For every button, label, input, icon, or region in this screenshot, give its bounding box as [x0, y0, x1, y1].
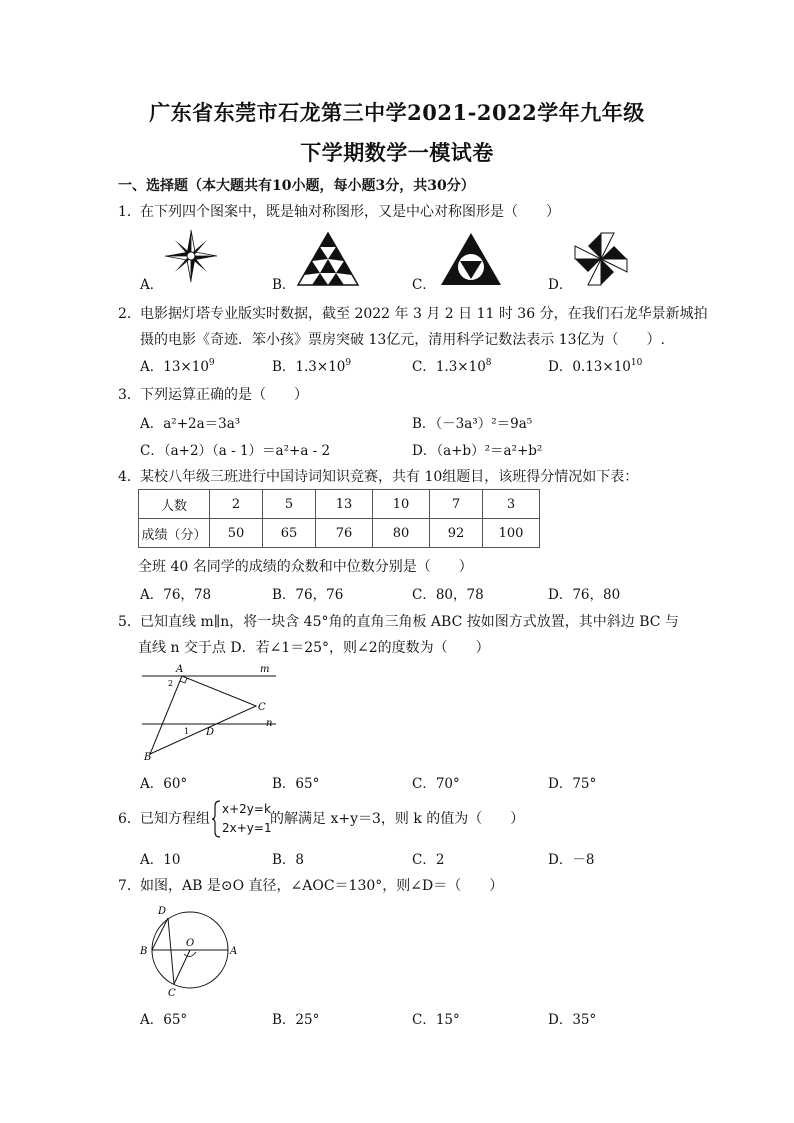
question-text-continued: 全班 40 名同学的成绩的众数和中位数分别是（ ） — [138, 559, 473, 575]
option-d[interactable]: D．75° — [548, 776, 597, 792]
question-text: 已知直线 m∥n，将一块含 45°角的直角三角板 ABC 按如图方式放置，其中斜边 BC 与 — [140, 614, 679, 630]
question-text: 某校八年级三班进行中国诗词知识竞赛，共有 10组题目，该班得分情况如下表： — [140, 469, 639, 485]
table-cell: 13 — [316, 490, 373, 519]
option-d[interactable]: D．（a+b）²＝a²+b² — [412, 443, 543, 459]
option-a[interactable]: A． — [140, 277, 164, 293]
option-exponent: 10 — [630, 358, 643, 368]
option-a[interactable]: A．65° — [140, 1012, 188, 1028]
question-number: 5． — [118, 614, 141, 630]
question-text: 如图，AB 是⊙O 直径，∠AOC＝130°，则∠D＝（ ） — [140, 878, 504, 894]
option-exponent: 9 — [345, 358, 352, 368]
question-4 — [118, 466, 638, 486]
question-text-continued: 直线 n 交于点 D．若∠1＝25°，则∠2的度数为（ ） — [138, 640, 490, 656]
option-b[interactable]: B．65° — [272, 776, 320, 792]
option-d[interactable] — [548, 355, 642, 375]
label-m: m — [260, 664, 270, 675]
circle-figure — [136, 902, 240, 998]
option-a[interactable]: A．a²+2a＝3a³ — [140, 416, 241, 432]
option-b[interactable]: B．8 — [272, 852, 305, 868]
table-cell: 2 — [210, 490, 263, 519]
option-c[interactable]: C．（a+2）（a - 1）＝a²+a - 2 — [140, 443, 331, 459]
table-cell: 92 — [430, 519, 483, 548]
option-d[interactable]: D．76，80 — [548, 587, 621, 603]
question-5 — [118, 611, 679, 631]
exam-title-line1: 广东省东莞市石龙第三中学2021-2022学年九年级 — [149, 100, 645, 125]
table-row — [139, 490, 540, 519]
option-d[interactable]: D． — [548, 277, 573, 293]
triangle-circle-icon — [439, 231, 503, 287]
question-number: 4． — [118, 469, 141, 485]
pinwheel-icon — [572, 230, 630, 288]
table-cell: 80 — [373, 519, 430, 548]
label-n: n — [266, 718, 273, 729]
question-number: 2． — [118, 306, 141, 322]
section-heading: 一、选择题（本大题共有10小题，每小题3分，共30分） — [118, 178, 475, 194]
question-number: 6． — [118, 811, 141, 827]
label-o: O — [186, 938, 195, 949]
question-text: 下列运算正确的是（ ） — [140, 387, 308, 403]
question-7 — [118, 875, 503, 895]
question-text-continued: 摄的电影《奇迹．笨小孩》票房突破 13亿元，清用科学记数法表示 13亿为（ ）. — [140, 332, 665, 348]
option-b[interactable] — [272, 355, 351, 375]
brace-icon — [211, 800, 221, 838]
equation-2: 2x+y=1 — [222, 821, 272, 835]
option-a[interactable]: A．76，78 — [140, 587, 212, 603]
table-cell: 成绩（分） — [139, 519, 210, 548]
option-b[interactable]: B． — [272, 277, 296, 293]
option-a[interactable] — [140, 355, 215, 375]
option-c[interactable]: C．70° — [412, 776, 460, 792]
option-exponent: 9 — [208, 358, 215, 368]
option-c[interactable] — [412, 355, 492, 375]
option-exponent: 8 — [485, 358, 492, 368]
question-text: 已知方程组 — [140, 811, 210, 827]
option-a[interactable]: A．10 — [140, 852, 181, 868]
angle-1-label: 1 — [184, 727, 190, 736]
question-number: 7． — [118, 878, 141, 894]
question-text: 电影据灯塔专业版实时数据，截至 2022 年 3 月 2 日 11 时 36 分，在我们石龙华景新城拍 — [140, 306, 708, 322]
option-b[interactable]: B．（－3a³）²＝9a⁵ — [412, 416, 533, 432]
table-cell: 76 — [316, 519, 373, 548]
option-d[interactable]: D．－8 — [548, 852, 595, 868]
table-row — [139, 519, 540, 548]
table-cell: 10 — [373, 490, 430, 519]
question-number: 1． — [118, 204, 141, 220]
label-b: B — [144, 752, 152, 762]
table-cell: 3 — [483, 490, 540, 519]
table-cell: 100 — [483, 519, 540, 548]
question-1 — [118, 201, 560, 221]
option-c[interactable]: C．2 — [412, 852, 445, 868]
option-text: B．1.3×10 — [272, 359, 346, 375]
question-text-continued: 的解满足 x+y＝3，则 k 的值为（ ） — [270, 811, 525, 827]
triangle-pattern-icon — [296, 231, 360, 287]
parallel-lines-figure — [136, 662, 286, 762]
table-cell: 65 — [263, 519, 316, 548]
question-number: 3． — [118, 387, 141, 403]
label-c: C — [168, 988, 176, 998]
question-2 — [118, 303, 708, 323]
question-6 — [118, 808, 210, 828]
table-cell: 5 — [263, 490, 316, 519]
table-cell: 人数 — [139, 490, 210, 519]
label-d: D — [206, 727, 215, 738]
question-3 — [118, 384, 308, 404]
option-text: A．13×10 — [140, 359, 209, 375]
label-b: B — [140, 946, 148, 957]
table-cell: 7 — [430, 490, 483, 519]
equation-1: x+2y=k — [222, 802, 271, 816]
label-d: D — [158, 906, 167, 917]
option-c[interactable]: C．80，78 — [412, 587, 484, 603]
angle-2-label: 2 — [168, 679, 174, 688]
compass-star-icon — [163, 228, 219, 284]
option-text: D．0.13×10 — [548, 359, 631, 375]
score-table — [138, 489, 540, 548]
option-d[interactable]: D．35° — [548, 1012, 597, 1028]
option-text: C．1.3×10 — [412, 359, 486, 375]
option-c[interactable]: C．15° — [412, 1012, 460, 1028]
label-a: A — [176, 664, 184, 675]
option-b[interactable]: B．25° — [272, 1012, 320, 1028]
table-cell: 50 — [210, 519, 263, 548]
option-b[interactable]: B．76，76 — [272, 587, 344, 603]
exam-title-line2: 下学期数学一模试卷 — [300, 140, 494, 165]
option-c[interactable]: C． — [412, 277, 436, 293]
option-a[interactable]: A．60° — [140, 776, 188, 792]
label-a: A — [230, 946, 238, 957]
question-text: 在下列四个图案中，既是轴对称图形，又是中心对称图形是（ ） — [140, 204, 560, 220]
label-c: C — [258, 702, 266, 713]
